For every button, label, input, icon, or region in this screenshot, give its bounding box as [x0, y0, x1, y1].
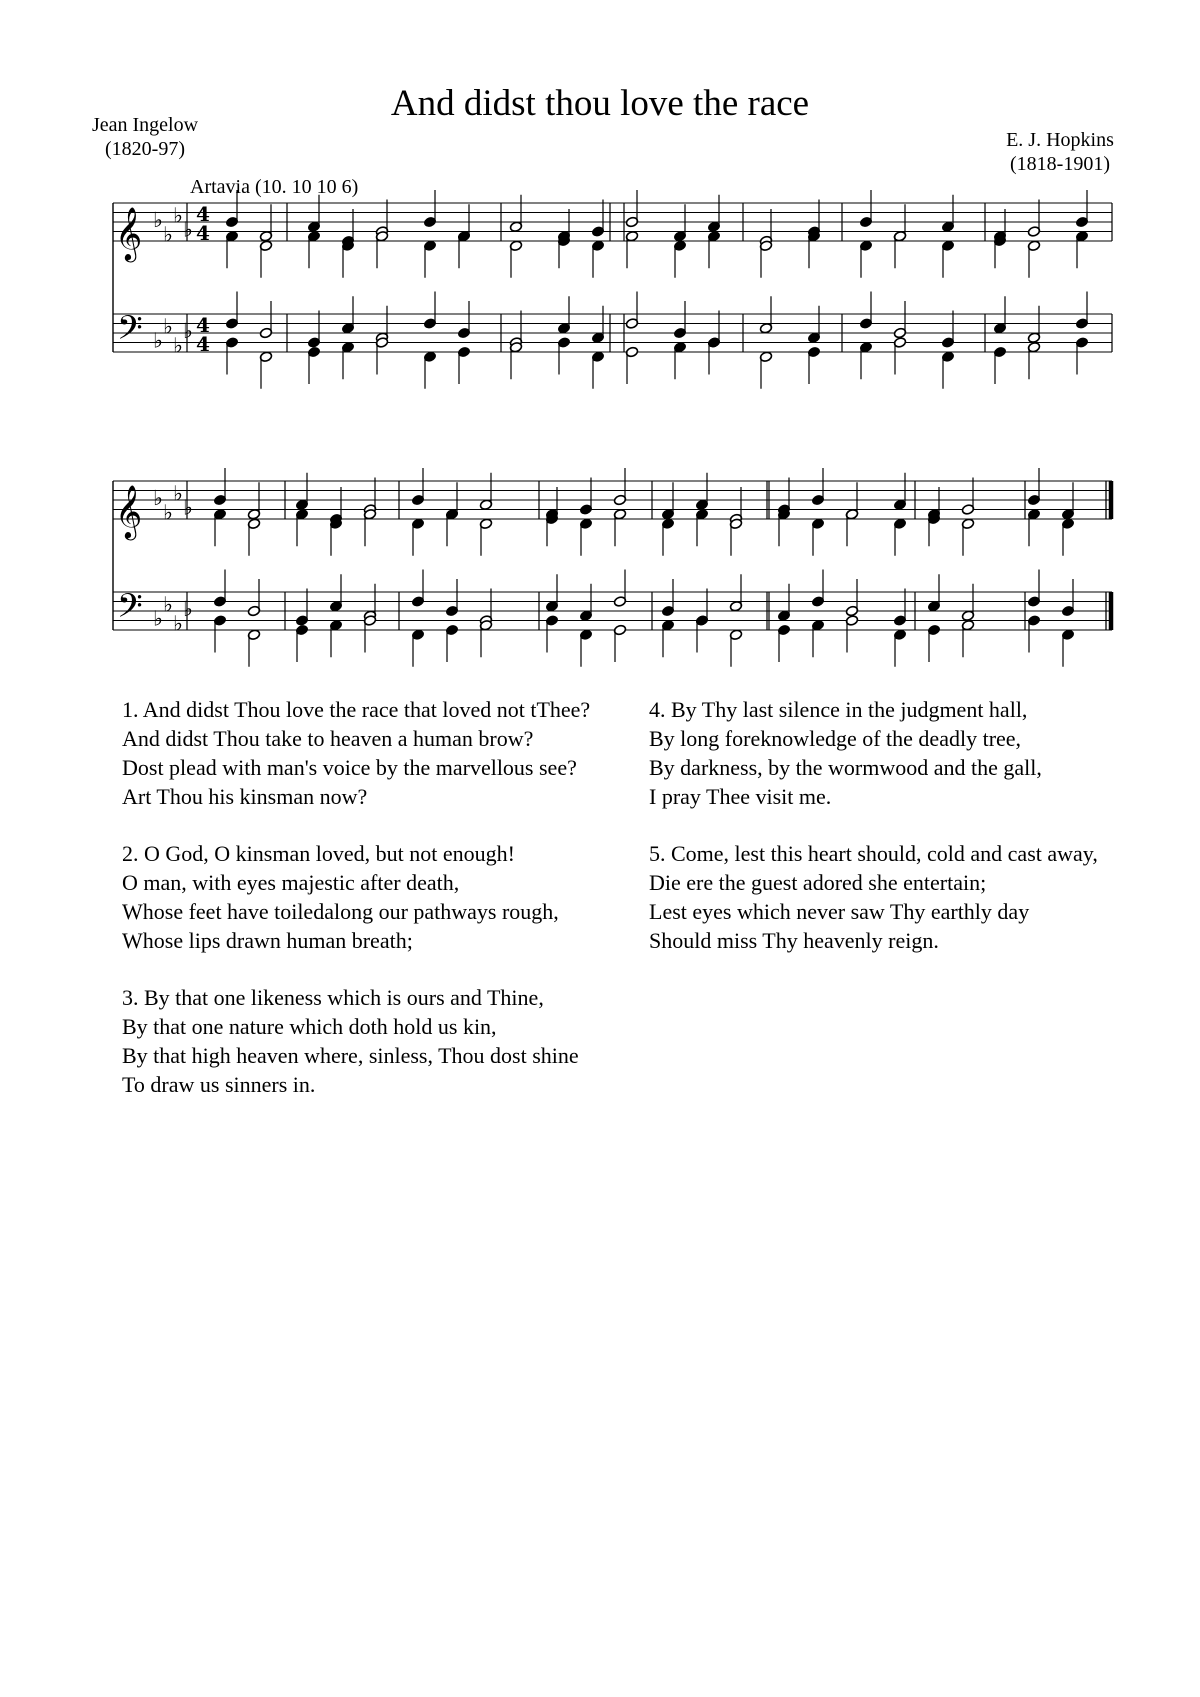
time-signature-top: 4: [196, 202, 210, 226]
verse-line: 5. Come, lest this heart should, cold and cast away,: [649, 841, 1098, 866]
key-signature-flat: ♭: [153, 486, 163, 510]
key-signature-flat: ♭: [163, 314, 173, 339]
author-name: Jean Ingelow: [91, 114, 199, 136]
verse-line: By darkness, by the wormwood and the gall,: [649, 755, 1042, 780]
verse-line: O man, with eyes majestic after death,: [122, 870, 460, 895]
time-signature-bottom: 4: [196, 221, 210, 245]
key-signature-flat: ♭: [153, 606, 163, 631]
key-signature-flat: ♭: [183, 217, 193, 242]
key-signature-flat: ♭: [163, 222, 173, 247]
verse-line: To draw us sinners in.: [122, 1072, 316, 1097]
verse-line: Whose feet have toiledalong our pathways rough,: [122, 899, 559, 924]
key-signature-flat: ♭: [153, 208, 163, 232]
verse-line: Whose lips drawn human breath;: [122, 928, 413, 953]
verse-line: Should miss Thy heavenly reign.: [649, 928, 939, 953]
verse-4: [649, 695, 1042, 811]
treble-clef: 𝄞: [115, 206, 143, 260]
verse-line: 3. By that one likeness which is ours and Thine,: [122, 985, 544, 1010]
verse-2: [122, 839, 559, 955]
verse-line: Art Thou his kinsman now?: [122, 784, 368, 809]
composer-name: E. J. Hopkins: [1006, 129, 1114, 151]
bass-clef: 𝄢: [117, 309, 143, 356]
composer-dates: (1818-1901): [1010, 153, 1110, 175]
author-dates: (1820-97): [105, 138, 185, 160]
key-signature-flat: ♭: [173, 333, 183, 358]
key-signature-flat: ♭: [173, 481, 183, 506]
hymn-title: And didst thou love the race: [390, 83, 810, 124]
verse-1: [122, 695, 590, 811]
verse-line: Dost plead with man's voice by the marvellous see?: [122, 755, 577, 780]
verse-line: By that high heaven where, sinless, Thou dost shine: [122, 1043, 579, 1068]
key-signature-flat: ♭: [183, 597, 193, 621]
verse-line: 2. O God, O kinsman loved, but not enough!: [122, 841, 515, 866]
verse-line: By long foreknowledge of the deadly tree,: [649, 726, 1022, 751]
verse-line: I pray Thee visit me.: [649, 784, 832, 809]
key-signature-flat: ♭: [153, 328, 163, 353]
time-signature-top: 4: [196, 313, 210, 337]
verse-line: Die ere the guest adored she entertain;: [649, 870, 987, 895]
verse-5: [649, 839, 1098, 955]
treble-clef: 𝄞: [115, 484, 143, 538]
verse-line: 1. And didst Thou love the race that loved not tThee?: [122, 697, 591, 722]
verse-line: 4. By Thy last silence in the judgment hall,: [649, 697, 1028, 722]
verse-3: [122, 983, 579, 1099]
key-signature-flat: ♭: [183, 319, 193, 343]
verse-line: By that one nature which doth hold us kin,: [122, 1014, 497, 1039]
key-signature-flat: ♭: [173, 611, 183, 636]
key-signature-flat: ♭: [183, 495, 193, 520]
time-signature-bottom: 4: [196, 332, 210, 356]
key-signature-flat: ♭: [163, 592, 173, 617]
key-signature-flat: ♭: [163, 500, 173, 525]
key-signature-flat: ♭: [173, 203, 183, 228]
tune-name: Artavia (10. 10 10 6): [190, 176, 359, 198]
verse-line: Lest eyes which never saw Thy earthly day: [649, 899, 1030, 924]
verse-line: And didst Thou take to heaven a human brow?: [122, 726, 534, 751]
bass-clef: 𝄢: [117, 587, 143, 634]
music-score: [0, 0, 1200, 680]
